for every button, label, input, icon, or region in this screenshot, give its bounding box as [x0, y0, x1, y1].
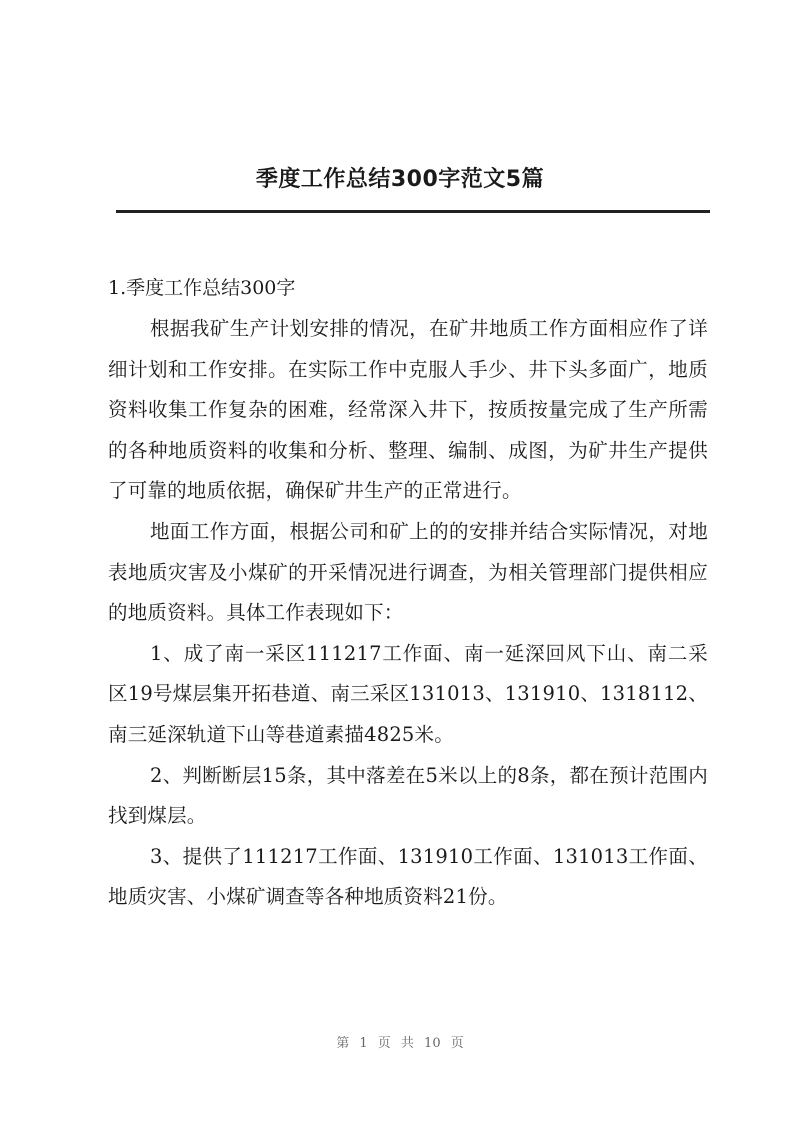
page-number-footer: 第 1 页 共 10 页 [336, 1036, 464, 1051]
title-divider [116, 210, 710, 213]
paragraph: 地面工作方面，根据公司和矿上的的安排并结合实际情况，对地表地质灾害及小煤矿的开采情况进行调查，为相关管理部门提供相应的地质资料。具体工作表现如下： [108, 519, 708, 625]
paragraph: 根据我矿生产计划安排的情况，在矿井地质工作方面相应作了详细计划和工作安排。在实际工作中克服人手少、井下头多面广，地质资料收集工作复杂的困难，经常深入井下，按质按量完成了生产所需的各种地质资料的收集和分析、整理、编制、成图，为矿井生产提供了可靠的地质依据，确保矿井生产的正常进行。 [108, 317, 708, 503]
section-heading: 1.季度工作总结300字 [108, 277, 296, 299]
paragraph: 1、成了南一采区111217工作面、南一延深回风下山、南二采区19号煤层集开拓巷道、南三采区131013、131910、1318112、南三延深轨道下山等巷道素描4825米。 [108, 641, 708, 746]
paragraph: 3、提供了111217工作面、131910工作面、131013工作面、地质灾害、小煤矿调查等各种地质资料21份。 [108, 844, 708, 909]
paragraph: 2、判断断层15条，其中落差在5米以上的8条，都在预计范围内找到煤层。 [108, 763, 708, 828]
document-body [108, 268, 708, 918]
page-title: 季度工作总结300字范文5篇 [255, 167, 545, 192]
